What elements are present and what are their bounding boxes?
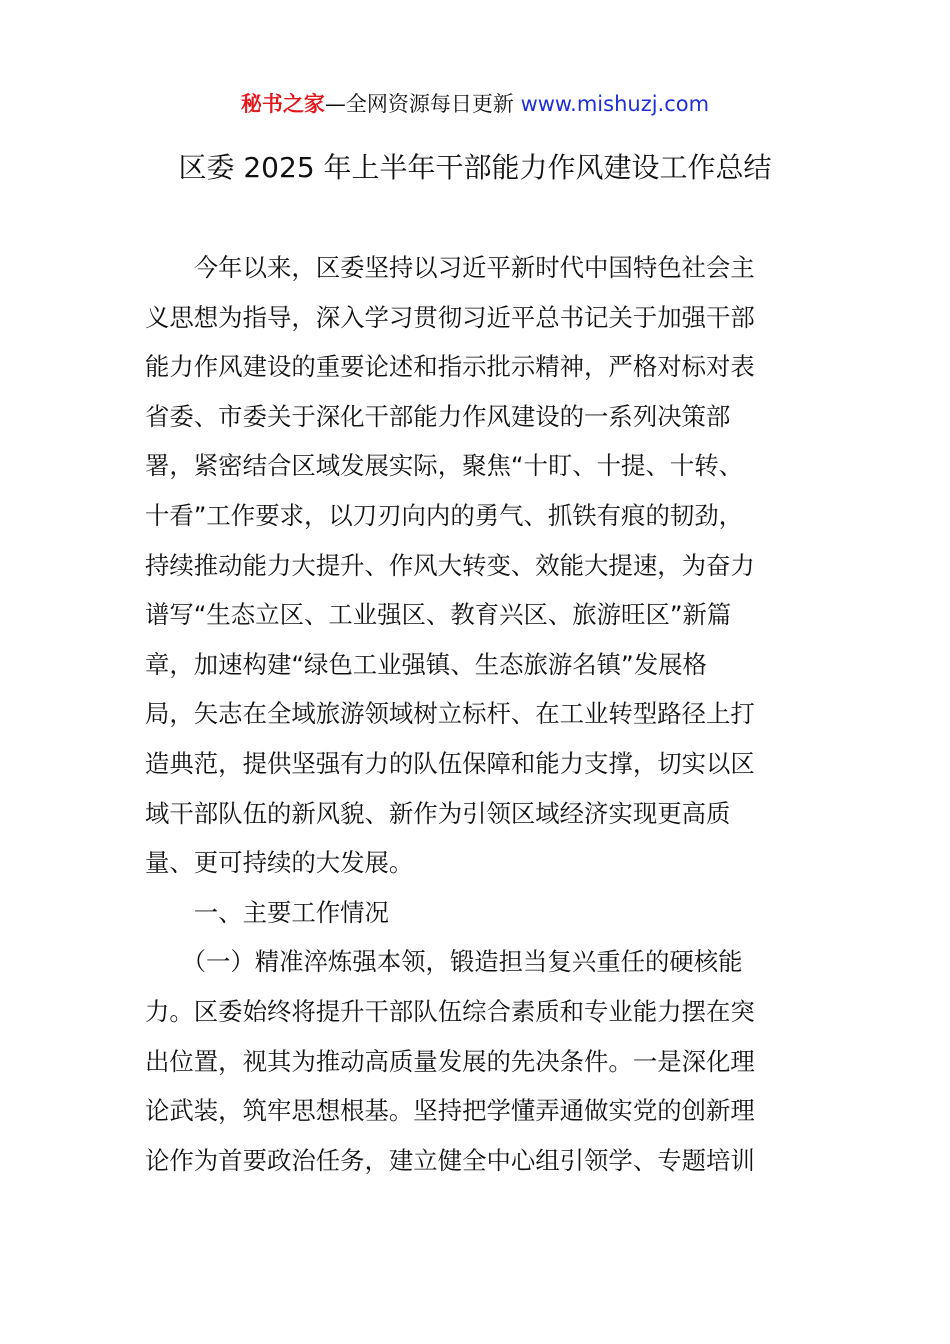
site-header (0, 88, 950, 120)
text-line: 论作为首要政治任务，建立健全中心组引领学、专题培训 (145, 1145, 755, 1175)
document-body (145, 243, 810, 1185)
text-line: 署，紧密结合区域发展实际，聚焦“十盯、十提、十转、 (145, 451, 744, 481)
text-line: 局，矢志在全域旅游领域树立标杆、在工业转型路径上打 (145, 699, 755, 729)
text-line: （一）精准淬炼强本领，锻造担当复兴重任的硬核能 (145, 947, 743, 977)
header-tagline: —全网资源每日更新 (324, 92, 521, 116)
text-line: 能力作风建设的重要论述和指示批示精神，严格对标对表 (145, 352, 755, 382)
text-line: 力。区委始终将提升干部队伍综合素质和专业能力摆在突 (145, 996, 755, 1026)
text-line: 域干部队伍的新风貌、新作为引领区域经济实现更高质 (145, 798, 731, 828)
text-line: 省委、市委关于深化干部能力作风建设的一系列决策部 (145, 401, 731, 431)
text-line: 论武装，筑牢思想根基。坚持把学懂弄通做实党的创新理 (145, 1096, 755, 1126)
text-line: 量、更可持续的大发展。 (145, 848, 414, 878)
site-url-link[interactable]: www.mishuzj.com (520, 92, 710, 116)
text-line: 出位置，视其为推动高质量发展的先决条件。一是深化理 (145, 1046, 755, 1076)
text-line: 章，加速构建“绿色工业强镇、生态旅游名镇”发展格 (145, 649, 707, 679)
text-line: 今年以来，区委坚持以习近平新时代中国特色社会主 (145, 253, 755, 282)
text-line: 谱写“生态立区、工业强区、教育兴区、旅游旺区”新篇 (145, 600, 732, 630)
text-line: 持续推动能力大提升、作风大转变、效能大提速，为奋力 (145, 550, 755, 580)
text-line: 造典范，提供坚强有力的队伍保障和能力支撑，切实以区 (145, 748, 755, 778)
brand-name: 秘书之家 (240, 92, 325, 116)
text-line: 义思想为指导，深入学习贯彻习近平总书记关于加强干部 (145, 302, 755, 332)
text-line: 十看”工作要求，以刀刃向内的勇气、抓铁有痕的韧劲， (145, 500, 744, 530)
document-title: 区委 2025 年上半年干部能力作风建设工作总结 (178, 151, 772, 184)
section-heading: 一、主要工作情况 (145, 897, 389, 927)
